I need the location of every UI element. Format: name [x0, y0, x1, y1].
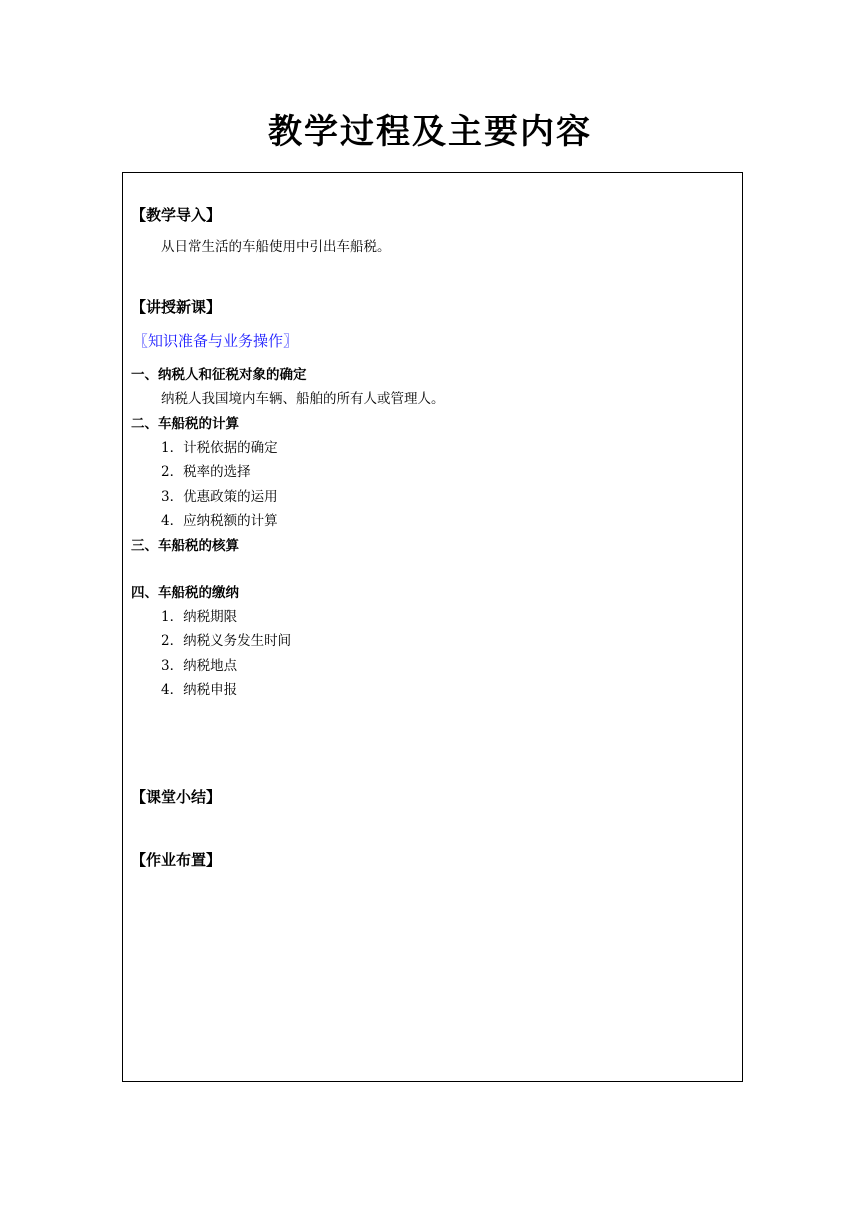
part2-heading: 二、车船税的计算	[131, 416, 239, 432]
list-item: 3．优惠政策的运用	[161, 489, 278, 505]
summary-heading: 【课堂小结】	[131, 788, 222, 806]
list-item: 4．纳税申报	[161, 682, 238, 698]
part3-heading: 三、车船税的核算	[131, 538, 239, 554]
list-item: 1．纳税期限	[161, 609, 238, 625]
knowledge-subtitle: 〖知识准备与业务操作〗	[133, 332, 299, 350]
list-item: 2．纳税义务发生时间	[161, 633, 292, 649]
list-item: 2．税率的选择	[161, 464, 251, 480]
part4-heading: 四、车船税的缴纳	[131, 585, 239, 601]
list-item: 4．应纳税额的计算	[161, 513, 278, 529]
list-item: 3．纳税地点	[161, 658, 238, 674]
intro-heading: 【教学导入】	[131, 206, 222, 224]
homework-heading: 【作业布置】	[131, 851, 222, 869]
new-lesson-heading: 【讲授新课】	[131, 298, 222, 316]
part1-heading: 一、纳税人和征税对象的确定	[131, 367, 307, 383]
intro-text: 从日常生活的车船使用中引出车船税。	[161, 239, 391, 255]
lesson-content-box	[122, 172, 743, 1082]
page-title: 教学过程及主要内容	[268, 112, 592, 152]
part1-text: 纳税人我国境内车辆、船舶的所有人或管理人。	[161, 391, 445, 407]
list-item: 1．计税依据的确定	[161, 440, 278, 456]
